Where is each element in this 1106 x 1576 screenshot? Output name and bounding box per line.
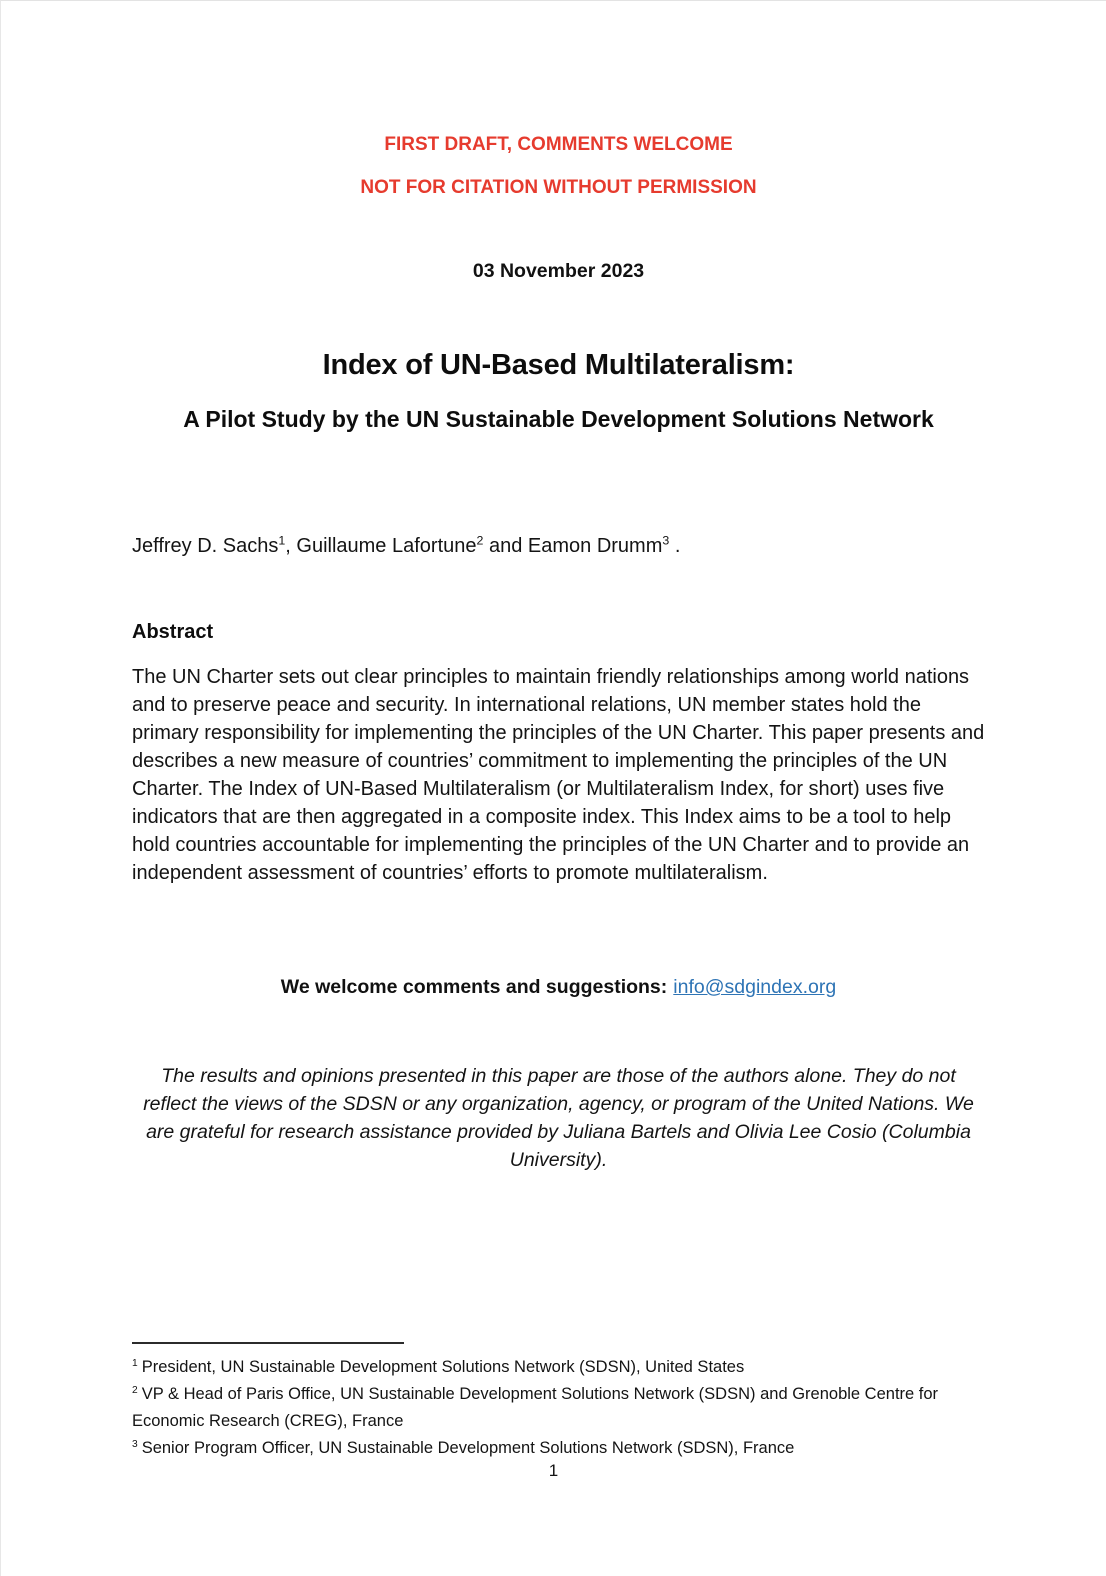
welcome-line: [132, 973, 985, 1001]
footnotes-section: [132, 1342, 985, 1462]
footnote-3-text: Senior Program Officer, UN Sustainable Development Solutions Network (SDSN), France: [141, 1439, 795, 1457]
footnote-2: [132, 1381, 985, 1435]
disclaimer-text: The results and opinions presented in this paper are those of the authors alone. They do not reflect the views of the SDSN or any organization, agency, or program of the United Nations. We are grateful for research assistance provided by Juliana Bartels and Olivia Lee Cosio (Columbia University).: [143, 1065, 974, 1171]
page-number: 1: [548, 1461, 559, 1480]
author-3-footnote-mark: 3: [662, 533, 670, 548]
authors-tail: .: [669, 535, 681, 557]
abstract-text: The UN Charter sets out clear principles to maintain friendly relationships among world nations and to preserve peace and security. In international relations, UN member states hold the primary responsibility for implementing the principles of the UN Charter. This paper presents and describes a new measure of countries’ commitment to implementing the principles of the UN Charter. The Index of UN-Based Multilateralism (or Multilateralism Index, for short) uses five indicators that are then aggregated in a composite index. This Index aims to be a tool to help hold countries accountable for implementing the principles of the UN Charter and to provide an independent assessment of countries’ efforts to promote multilateralism.: [132, 666, 985, 884]
author-3-name: Eamon Drumm: [527, 535, 663, 557]
footnote-2-text: VP & Head of Paris Office, UN Sustainable Development Solutions Network (SDSN) and Grenoble Centre for Economic Research (CREG), France: [132, 1385, 939, 1430]
footnote-1-marker: 1: [132, 1357, 138, 1369]
welcome-label: We welcome comments and suggestions:: [280, 976, 668, 998]
footnote-1: [132, 1354, 985, 1381]
contact-email-link[interactable]: info@sdgindex.org: [673, 976, 837, 998]
draft-notice-line-1: FIRST DRAFT, COMMENTS WELCOME: [384, 134, 733, 155]
author-1-name: Jeffrey D. Sachs: [132, 535, 279, 557]
authors-line: [132, 533, 985, 560]
abstract-heading: Abstract: [132, 621, 214, 643]
author-2-footnote-mark: 2: [476, 533, 484, 548]
footnote-2-marker: 2: [132, 1384, 138, 1396]
footnote-3: [132, 1435, 985, 1462]
draft-notice-line-2: NOT FOR CITATION WITHOUT PERMISSION: [360, 177, 757, 198]
document-date: 03 November 2023: [472, 260, 645, 282]
authors-separator-2: and: [483, 535, 528, 557]
footnote-3-marker: 3: [132, 1438, 138, 1450]
footnote-1-text: President, UN Sustainable Development Solutions Network (SDSN), United States: [141, 1358, 745, 1376]
author-2-name: Guillaume Lafortune: [296, 535, 477, 557]
paper-title: Index of UN-Based Multilateralism:: [322, 349, 795, 381]
author-1-footnote-mark: 1: [278, 533, 286, 548]
authors-separator-1: ,: [285, 535, 297, 557]
paper-subtitle: A Pilot Study by the UN Sustainable Development Solutions Network: [183, 406, 934, 432]
footnote-separator-line: [132, 1342, 404, 1344]
